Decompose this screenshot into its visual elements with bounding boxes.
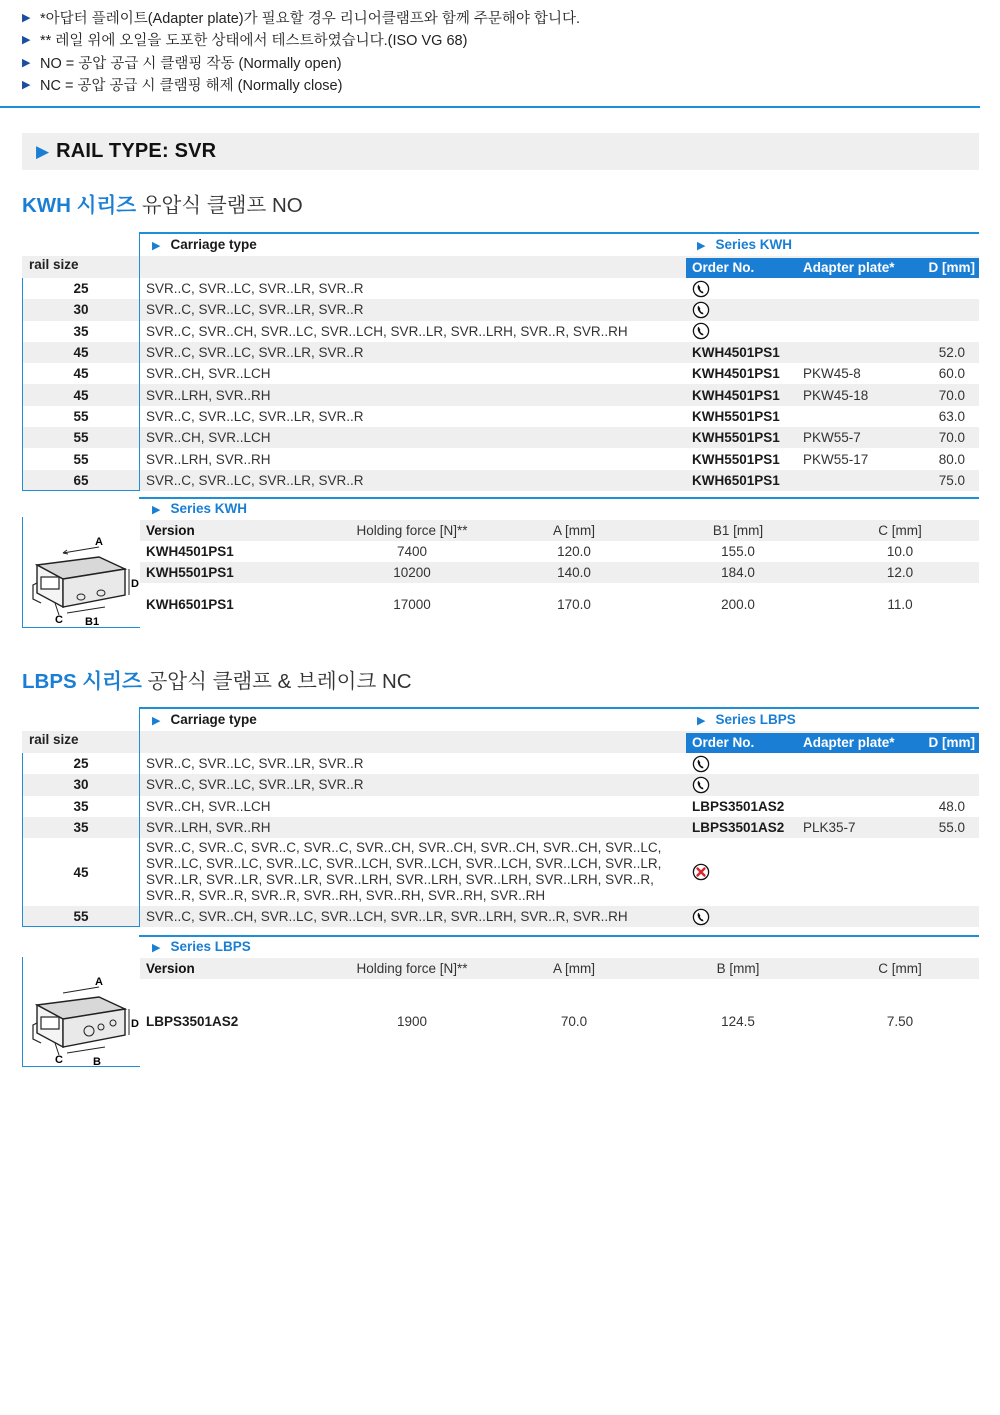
spec-c: 10.0	[886, 544, 914, 559]
adapter-plate-cell: PLK35-7	[803, 820, 856, 836]
carriage-type-cell: SVR..CH, SVR..LCH	[146, 430, 271, 446]
phone-icon	[692, 908, 710, 926]
series-label: Series LBPS	[715, 712, 796, 727]
order-header-bar	[686, 258, 979, 278]
spec-holding-force: 10200	[393, 565, 431, 580]
version-header: Version	[146, 961, 195, 976]
series-label: Series KWH	[715, 237, 792, 252]
spec-holding-force: 7400	[396, 544, 428, 559]
spec-row	[22, 583, 979, 627]
triangle-bullet-icon: ▶	[152, 715, 161, 727]
rail-size-cell: 55	[73, 451, 89, 467]
spec-row	[22, 541, 979, 562]
lbps-section-title	[22, 664, 412, 694]
table-subheader-row	[22, 731, 979, 753]
spec-holding-force: 1900	[396, 1014, 428, 1029]
dim-label-b1: B1	[85, 616, 100, 625]
spec-series-label	[152, 501, 247, 516]
d-mm-cell: 55.0	[938, 820, 965, 836]
table-row	[22, 448, 979, 469]
carriage-type-label: Carriage type	[170, 237, 257, 252]
d-mm-cell: 60.0	[938, 366, 965, 382]
dim-label-d: D	[131, 1018, 139, 1030]
table-row	[22, 342, 979, 363]
rail-size-cell: 65	[73, 472, 89, 488]
note-item	[22, 51, 982, 74]
spec-holding-force: 17000	[393, 597, 431, 612]
triangle-bullet-icon: ▶	[36, 141, 50, 161]
lbps-rows	[22, 753, 979, 927]
contact-phone-cell	[692, 776, 710, 794]
order-no-cell: KWH5501PS1	[692, 408, 780, 424]
order-no-cell: KWH5501PS1	[692, 430, 780, 446]
carriage-type-header	[152, 712, 257, 727]
notes-list	[22, 6, 982, 96]
d-mm-cell: 75.0	[938, 472, 965, 488]
rail-size-cell: 45	[73, 387, 89, 403]
phone-icon	[692, 755, 710, 773]
order-no-cell: KWH5501PS1	[692, 451, 780, 467]
carriage-type-cell: SVR..C, SVR..CH, SVR..LC, SVR..LCH, SVR..LR, SVR..LRH, SVR..R, SVR..RH	[146, 323, 628, 339]
table-row	[22, 299, 979, 320]
table-row	[22, 796, 979, 817]
table-row	[22, 906, 979, 927]
dim-label-c: C	[55, 614, 63, 625]
spec-version: KWH5501PS1	[146, 565, 234, 580]
adapter-plate-header: Adapter plate*	[803, 260, 895, 275]
rail-size-header: rail size	[29, 257, 79, 272]
spec-b1: 155.0	[721, 544, 755, 559]
table-row	[22, 406, 979, 427]
table-row	[22, 321, 979, 342]
adapter-plate-cell: PKW45-18	[803, 387, 869, 403]
carriage-type-cell: SVR..C, SVR..LC, SVR..LR, SVR..R	[146, 408, 364, 424]
d-mm-header: D [mm]	[928, 260, 975, 275]
carriage-type-header	[152, 237, 257, 252]
table-row	[22, 427, 979, 448]
spec-b: 124.5	[721, 1014, 755, 1029]
d-mm-cell: 80.0	[938, 451, 965, 467]
rail-size-cell: 55	[73, 430, 89, 446]
rail-size-cell: 30	[73, 777, 89, 793]
triangle-bullet-icon: ▶	[152, 240, 161, 252]
b1-mm-header: B1 [mm]	[712, 523, 764, 538]
carriage-type-cell: SVR..C, SVR..LC, SVR..LR, SVR..R	[146, 756, 364, 772]
rail-type-title: RAIL TYPE: SVR	[56, 140, 217, 162]
contact-phone-cell	[692, 908, 710, 926]
divider	[0, 106, 980, 108]
order-no-cell: KWH4501PS1	[692, 387, 780, 403]
triangle-bullet-icon: ▶	[697, 240, 706, 252]
spec-c: 7.50	[886, 1014, 914, 1029]
order-no-header: Order No.	[692, 735, 755, 750]
carriage-type-cell: SVR..C, SVR..LC, SVR..LR, SVR..R	[146, 302, 364, 318]
spec-version: KWH4501PS1	[146, 544, 234, 559]
rail-size-cell: 35	[73, 820, 89, 836]
rail-size-cell: 55	[73, 408, 89, 424]
spec-b1: 184.0	[721, 565, 755, 580]
c-mm-header: C [mm]	[878, 523, 922, 538]
table-row	[22, 753, 979, 774]
series-header	[697, 712, 796, 727]
phone-icon	[692, 776, 710, 794]
lbps-title-rest: 공압식 클램프 & 브레이크 NC	[141, 670, 412, 693]
dim-label-d: D	[131, 578, 139, 590]
spec-series-label	[152, 939, 251, 954]
rail-size-cell: 45	[73, 345, 89, 361]
rail-size-cell: 45	[73, 864, 89, 880]
rail-size-cell: 35	[73, 798, 89, 814]
carriage-type-cell: SVR..C, SVR..LC, SVR..LR, SVR..R	[146, 345, 364, 361]
holding-force-header: Holding force [N]**	[356, 523, 468, 538]
spec-column-headers	[22, 520, 979, 541]
d-mm-cell: 70.0	[938, 430, 965, 446]
lbps-order-table	[22, 707, 979, 927]
rail-size-cell: 35	[73, 323, 89, 339]
spec-column-headers	[22, 958, 979, 979]
spec-a: 170.0	[557, 597, 591, 612]
contact-phone-cell	[692, 755, 710, 773]
carriage-type-cell: SVR..C, SVR..LC, SVR..LR, SVR..R	[146, 777, 364, 793]
note-item	[22, 6, 982, 29]
spec-b1: 200.0	[721, 597, 755, 612]
rail-size-cell: 55	[73, 909, 89, 925]
triangle-bullet-icon: ▶	[22, 34, 31, 47]
lbps-title-brand: LBPS 시리즈	[22, 670, 142, 693]
spec-version: LBPS3501AS2	[146, 1014, 239, 1029]
phone-icon	[692, 280, 710, 298]
rail-size-frame	[22, 278, 140, 491]
carriage-type-cell: SVR..C, SVR..LC, SVR..LR, SVR..R	[146, 281, 364, 297]
phone-icon	[692, 301, 710, 319]
d-mm-cell: 48.0	[938, 798, 965, 814]
lbps-spec-table	[22, 935, 979, 1067]
b-mm-header: B [mm]	[716, 961, 760, 976]
d-mm-header: D [mm]	[928, 735, 975, 750]
carriage-type-cell: SVR..C, SVR..LC, SVR..LR, SVR..R	[146, 472, 364, 488]
spec-row	[22, 979, 979, 1067]
kwh-clamp-diagram	[29, 525, 139, 625]
series-header	[697, 237, 792, 252]
carriage-type-cell: SVR..LRH, SVR..RH	[146, 451, 271, 467]
dim-label-b: B	[93, 1056, 101, 1065]
contact-phone-cell	[692, 322, 710, 340]
table-header-row	[22, 232, 979, 256]
triangle-bullet-icon: ▶	[152, 942, 161, 954]
order-no-cell: KWH6501PS1	[692, 472, 780, 488]
carriage-type-cell: SVR..CH, SVR..LCH	[146, 366, 271, 382]
table-header-row	[22, 707, 979, 731]
order-no-cell: KWH4501PS1	[692, 366, 780, 382]
spec-header	[22, 497, 979, 520]
rail-size-cell: 25	[73, 281, 89, 297]
not-available-icon	[692, 863, 710, 881]
rail-type-band	[22, 133, 979, 170]
phone-icon	[692, 322, 710, 340]
rail-size-cell: 45	[73, 366, 89, 382]
carriage-type-cell: SVR..CH, SVR..LCH	[146, 798, 271, 814]
spec-a: 140.0	[557, 565, 591, 580]
note-text: NO = 공압 공급 시 클램핑 작동 (Normally open)	[40, 55, 342, 72]
note-item	[22, 29, 982, 52]
carriage-type-cell: SVR..LRH, SVR..RH	[146, 820, 271, 836]
spec-c: 12.0	[886, 565, 914, 580]
rail-size-frame	[22, 753, 140, 927]
order-no-cell: KWH4501PS1	[692, 345, 780, 361]
spec-a: 120.0	[557, 544, 591, 559]
table-row	[22, 363, 979, 384]
table-row	[22, 838, 979, 906]
triangle-bullet-icon: ▶	[22, 79, 31, 92]
dim-label-c: C	[55, 1054, 63, 1065]
contact-phone-cell	[692, 280, 710, 298]
kwh-order-table	[22, 232, 979, 491]
column-divider	[139, 707, 140, 927]
rail-size-cell: 25	[73, 756, 89, 772]
diagram-frame	[22, 517, 140, 628]
lbps-clamp-diagram	[29, 965, 139, 1065]
note-text: ** 레일 위에 오일을 도포한 상태에서 테스트하였습니다.(ISO VG 68)	[40, 33, 468, 50]
triangle-bullet-icon: ▶	[22, 56, 31, 69]
carriage-type-cell: SVR..LRH, SVR..RH	[146, 387, 271, 403]
c-mm-header: C [mm]	[878, 961, 922, 976]
table-row	[22, 384, 979, 405]
adapter-plate-cell: PKW45-8	[803, 366, 861, 382]
triangle-bullet-icon: ▶	[152, 504, 161, 516]
table-row	[22, 774, 979, 795]
kwh-title-rest: 유압식 클램프 NO	[136, 194, 303, 217]
order-header-bar	[686, 733, 979, 753]
a-mm-header: A [mm]	[552, 961, 596, 976]
dim-label-a: A	[95, 536, 103, 548]
kwh-rows	[22, 278, 979, 491]
spec-series-text: Series KWH	[170, 501, 247, 516]
spec-version: KWH6501PS1	[146, 597, 234, 612]
carriage-type-cell: SVR..C, SVR..CH, SVR..LC, SVR..LCH, SVR..LR, SVR..LRH, SVR..R, SVR..RH	[146, 909, 628, 925]
adapter-plate-header: Adapter plate*	[803, 735, 895, 750]
note-text: NC = 공압 공급 시 클램핑 해제 (Normally close)	[40, 78, 343, 95]
contact-phone-cell	[692, 301, 710, 319]
a-mm-header: A [mm]	[552, 523, 596, 538]
d-mm-cell: 70.0	[938, 387, 965, 403]
table-row	[22, 470, 979, 491]
order-no-cell: LBPS3501AS2	[692, 798, 785, 814]
adapter-plate-cell: PKW55-7	[803, 430, 861, 446]
note-text: *아답터 플레이트(Adapter plate)가 필요할 경우 리니어클램프와 함께 주문해야 합니다.	[40, 10, 580, 27]
spec-c: 11.0	[887, 597, 913, 612]
kwh-spec-table	[22, 497, 979, 627]
adapter-plate-cell: PKW55-17	[803, 451, 869, 467]
spec-header	[22, 935, 979, 958]
column-divider	[139, 232, 140, 491]
table-subheader-row	[22, 256, 979, 278]
carriage-type-cell: SVR..C, SVR..C, SVR..C, SVR..C, SVR..CH, SVR..CH, SVR..CH, SVR..CH, SVR..LC, SVR..LC, SVR..LC, SVR..LC, SVR..LCH, SVR..LCH, SVR..LCH, SVR..LCH, SVR..LR, SVR..LR, SVR..LR, SVR..LR, SVR..LRH, SVR..LRH, SVR..LRH, SVR..LRH, SVR..R, SVR..R, SVR..R, SVR..R, SVR..RH, SVR..RH, SVR..RH, SVR..RH	[146, 840, 662, 904]
d-mm-cell: 63.0	[938, 408, 965, 424]
order-no-header: Order No.	[692, 260, 755, 275]
dim-label-a: A	[95, 976, 103, 988]
order-no-cell: LBPS3501AS2	[692, 820, 785, 836]
kwh-title-brand: KWH 시리즈	[22, 194, 137, 217]
carriage-type-label: Carriage type	[170, 712, 257, 727]
rail-size-header: rail size	[29, 732, 79, 747]
spec-a: 70.0	[560, 1014, 588, 1029]
not-available-cell	[692, 863, 710, 881]
table-row	[22, 278, 979, 299]
rail-size-cell: 30	[73, 302, 89, 318]
holding-force-header: Holding force [N]**	[356, 961, 468, 976]
triangle-bullet-icon: ▶	[697, 715, 706, 727]
diagram-frame	[22, 957, 140, 1067]
spec-series-text: Series LBPS	[170, 939, 251, 954]
note-item	[22, 74, 982, 97]
d-mm-cell: 52.0	[938, 345, 965, 361]
version-header: Version	[146, 523, 195, 538]
triangle-bullet-icon: ▶	[22, 11, 31, 24]
kwh-section-title	[22, 188, 303, 218]
table-row	[22, 817, 979, 838]
spec-row	[22, 562, 979, 583]
